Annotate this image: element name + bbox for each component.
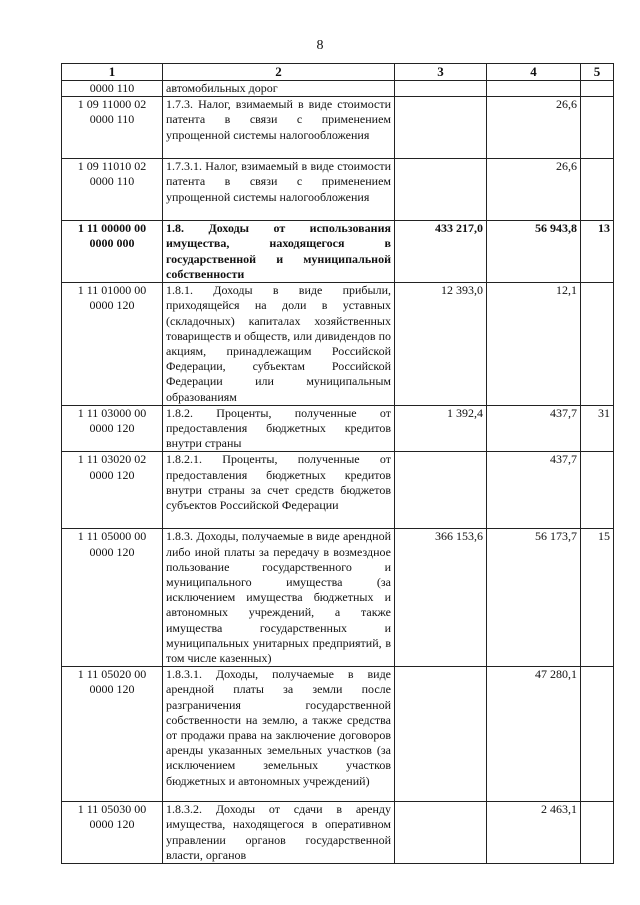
percent-cell: 13 — [581, 221, 614, 283]
percent-cell — [581, 802, 614, 864]
budget-code-line: 0000 120 — [89, 544, 135, 559]
budget-code-line: 1 11 05020 00 — [77, 667, 147, 682]
header-col-1: 1 — [62, 64, 163, 81]
income-name-cell: 1.8.1. Доходы в виде прибыли, приходящейся на доли в уставных (складочных) капиталах хозяйственных товариществ и обществ, или дивидендов по акциям, принадлежащим Российской Федерации, субъектам Российской Федерации или муниципальным образованиям — [163, 283, 395, 406]
table-row — [62, 667, 614, 802]
budget-code-line: 1 11 00000 00 — [77, 221, 147, 236]
table-header-row — [62, 64, 614, 81]
budget-code-line: 0000 120 — [89, 467, 135, 482]
table-row — [62, 159, 614, 221]
plan-amount-cell: 1 392,4 — [395, 405, 487, 452]
income-name-cell: 1.7.3. Налог, взимаемый в виде стоимости патента в связи с применением упрощенной системы налогообложения — [163, 97, 395, 159]
budget-code-line: 1 09 11010 02 — [77, 159, 147, 174]
percent-cell — [581, 283, 614, 406]
budget-code-line: 0000 000 — [89, 236, 135, 251]
header-col-4: 4 — [487, 64, 581, 81]
percent-cell — [581, 159, 614, 221]
budget-code-cell — [62, 159, 163, 221]
actual-amount-cell: 437,7 — [487, 452, 581, 529]
budget-code-line: 0000 110 — [89, 81, 135, 95]
budget-table — [61, 63, 614, 864]
percent-cell: 31 — [581, 405, 614, 452]
budget-code-line: 0000 120 — [89, 817, 135, 832]
table-row — [62, 529, 614, 667]
plan-amount-cell: 433 217,0 — [395, 221, 487, 283]
plan-amount-cell: 12 393,0 — [395, 283, 487, 406]
budget-code-line: 1 11 03000 00 — [77, 405, 147, 420]
income-name-cell: 1.8.3. Доходы, получаемые в виде арендной либо иной платы за передачу в возмездное пользование государственного и муниципального имущества (за исключением имущества бюджетных и автономных учреждений, а также имущества государственных и муниципальных унитарных предприятий, в том числе казенных) — [163, 529, 395, 667]
percent-cell: 15 — [581, 529, 614, 667]
budget-code-line: 1 11 03020 02 — [77, 452, 147, 467]
budget-code-line: 0000 120 — [89, 682, 135, 697]
plan-amount-cell — [395, 81, 487, 97]
income-name-cell: 1.8. Доходы от использования имущества, находящегося в государственной и муниципальной собственности — [163, 221, 395, 283]
income-name-cell: 1.8.3.2. Доходы от сдачи в аренду имущества, находящегося в оперативном управлении органов государственной власти, органов — [163, 802, 395, 864]
table-body — [62, 81, 614, 864]
budget-code-line: 0000 120 — [89, 298, 135, 313]
actual-amount-cell: 437,7 — [487, 405, 581, 452]
plan-amount-cell — [395, 452, 487, 529]
budget-code-cell — [62, 221, 163, 283]
budget-code-line: 0000 110 — [89, 174, 135, 189]
percent-cell — [581, 452, 614, 529]
percent-cell — [581, 97, 614, 159]
income-name-cell: автомобильных дорог — [163, 81, 395, 97]
budget-code-line: 0000 120 — [89, 421, 135, 436]
plan-amount-cell — [395, 97, 487, 159]
plan-amount-cell — [395, 802, 487, 864]
budget-code-cell — [62, 667, 163, 802]
budget-code-line: 1 11 01000 00 — [77, 283, 147, 298]
budget-code-line: 0000 110 — [89, 112, 135, 127]
actual-amount-cell: 56 943,8 — [487, 221, 581, 283]
budget-code-cell — [62, 529, 163, 667]
header-col-2: 2 — [163, 64, 395, 81]
plan-amount-cell — [395, 159, 487, 221]
plan-amount-cell: 366 153,6 — [395, 529, 487, 667]
plan-amount-cell — [395, 667, 487, 802]
table-row — [62, 221, 614, 283]
percent-cell — [581, 667, 614, 802]
percent-cell — [581, 81, 614, 97]
income-name-cell: 1.7.3.1. Налог, взимаемый в виде стоимости патента в связи с применением упрощенной системы налогообложения — [163, 159, 395, 221]
table-row — [62, 405, 614, 452]
actual-amount-cell: 26,6 — [487, 97, 581, 159]
budget-code-line: 1 11 05030 00 — [77, 802, 147, 817]
table-row — [62, 802, 614, 864]
table-row — [62, 97, 614, 159]
actual-amount-cell: 12,1 — [487, 283, 581, 406]
income-name-cell: 1.8.2.1. Проценты, полученные от предоставления бюджетных кредитов внутри страны за счет средств бюджетов субъектов Российской Федерации — [163, 452, 395, 529]
budget-code-line: 1 09 11000 02 — [77, 97, 147, 112]
budget-code-line: 1 11 05000 00 — [77, 529, 147, 544]
actual-amount-cell: 2 463,1 — [487, 802, 581, 864]
income-name-cell: 1.8.2. Проценты, полученные от предоставления бюджетных кредитов внутри страны — [163, 405, 395, 452]
income-name-cell: 1.8.3.1. Доходы, получаемые в виде арендной платы за земли после разграничения государственной собственности на землю, а также средства от продажи права на заключение договоров аренды указанных земельных участков (за исключением земельных участков бюджетных и автономных учреждений) — [163, 667, 395, 802]
header-col-5: 5 — [581, 64, 614, 81]
header-col-3: 3 — [395, 64, 487, 81]
actual-amount-cell: 56 173,7 — [487, 529, 581, 667]
budget-code-cell — [62, 97, 163, 159]
table-row — [62, 81, 614, 97]
budget-code-cell — [62, 405, 163, 452]
budget-code-cell — [62, 452, 163, 529]
table-row — [62, 283, 614, 406]
page-number: 8 — [316, 38, 324, 53]
budget-code-cell — [62, 283, 163, 406]
budget-code-cell — [62, 81, 163, 97]
budget-code-cell — [62, 802, 163, 864]
actual-amount-cell — [487, 81, 581, 97]
table-row — [62, 452, 614, 529]
actual-amount-cell: 47 280,1 — [487, 667, 581, 802]
actual-amount-cell: 26,6 — [487, 159, 581, 221]
